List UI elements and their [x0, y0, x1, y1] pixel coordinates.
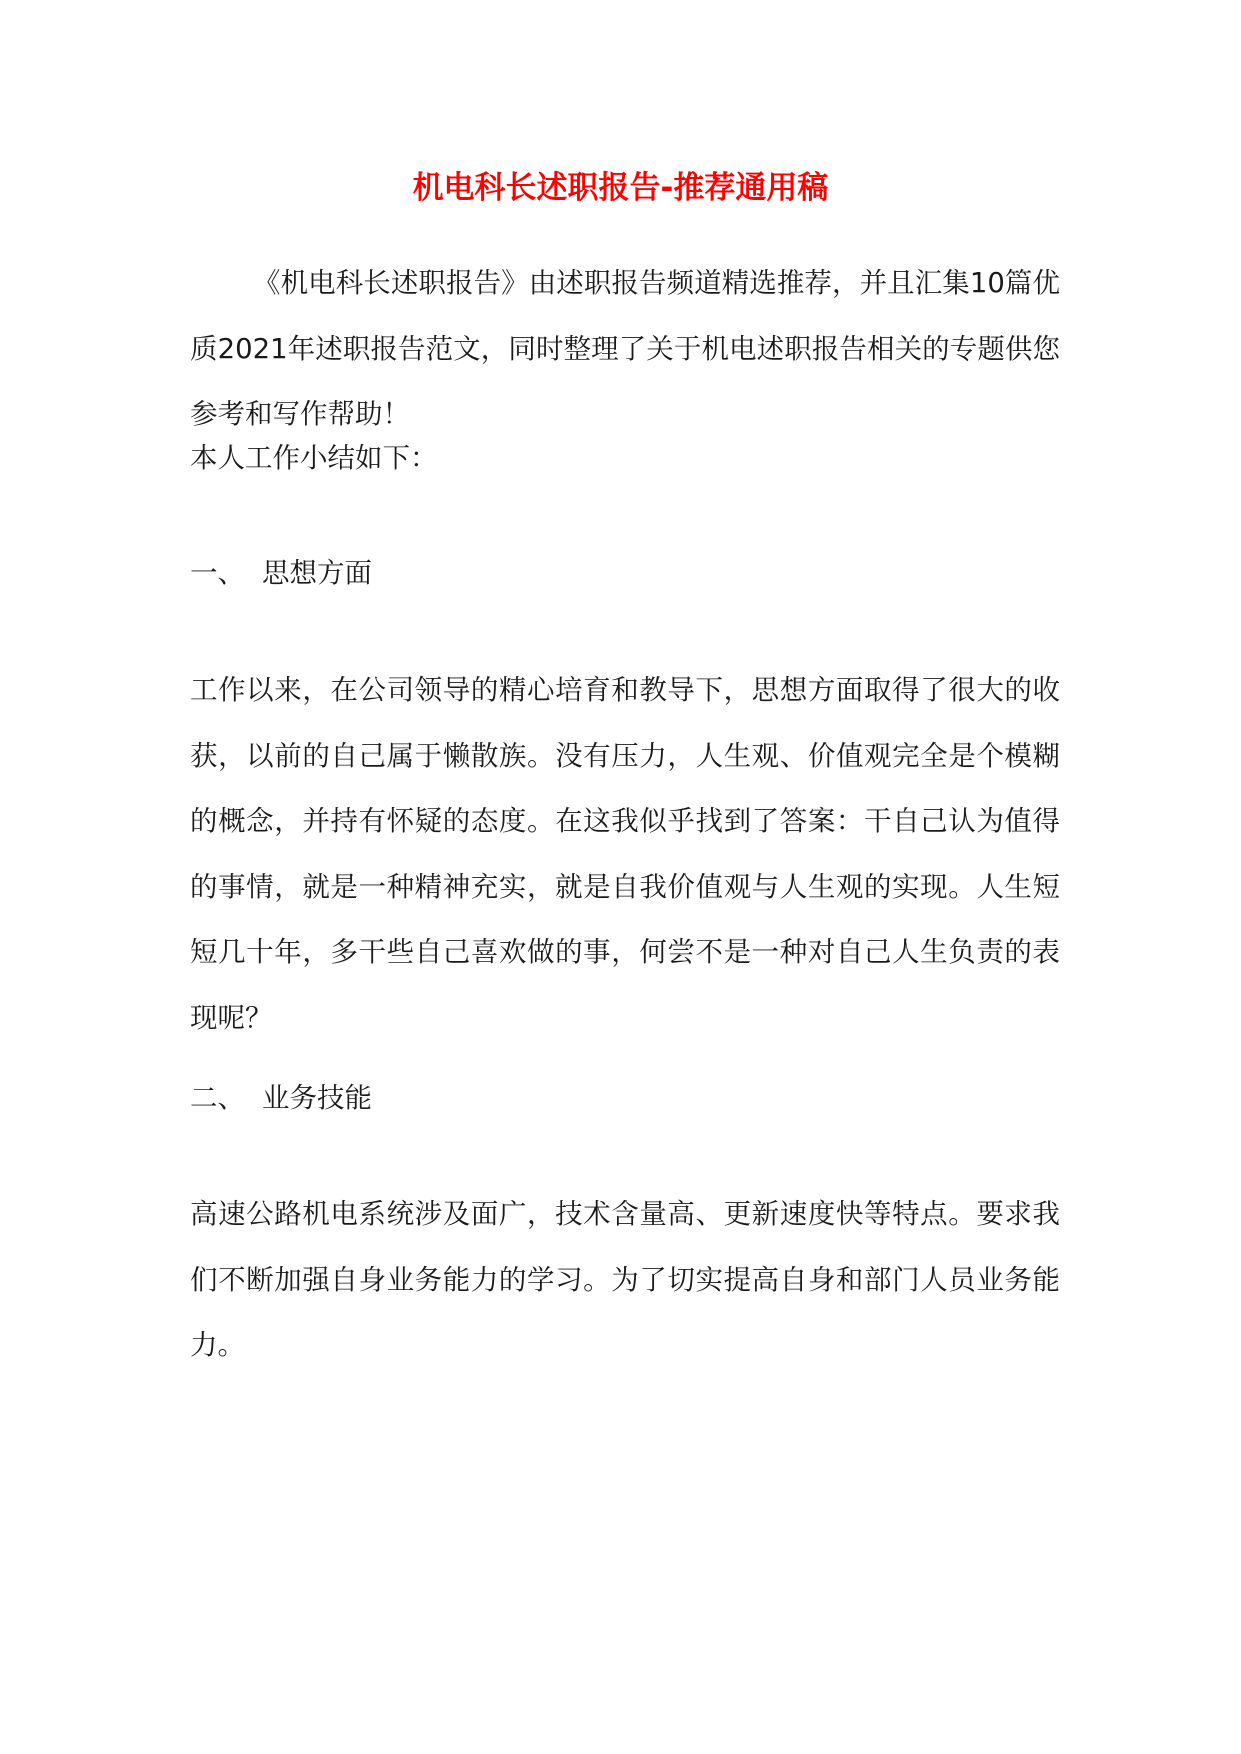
intro-paragraph: 《机电科长述职报告》由述职报告频道精选推荐，并且汇集10篇优质2021年述职报告范文，同时整理了关于机电述职报告相关的专题供您参考和写作帮助！: [190, 267, 1060, 430]
section-body-1: 工作以来，在公司领导的精心培育和教导下，思想方面取得了很大的收获，以前的自己属于懒散族。没有压力，人生观、价值观完全是个模糊的概念，并持有怀疑的态度。在这我似乎找到了答案：干自己认为值得的事情，就是一种精神充实，就是自我价值观与人生观的实现。人生短短几十年，多干些自己喜欢做的事，何尝不是一种对自己人生负责的表现呢？: [190, 674, 1060, 1034]
section-title: 思想方面: [262, 557, 372, 589]
section-title: 业务技能: [262, 1082, 372, 1114]
section-heading-2: [190, 1066, 1060, 1132]
document-title: 机电科长述职报告-推荐通用稿: [412, 170, 829, 206]
section-heading-1: [190, 541, 1060, 607]
summary-line: 本人工作小结如下：: [190, 442, 438, 474]
section-number: 二、: [190, 1082, 245, 1114]
section-body-2: 高速公路机电系统涉及面广，技术含量高、更新速度快等特点。要求我们不断加强自身业务能力的学习。为了切实提高自身和部门人员业务能力。: [190, 1198, 1060, 1361]
section-number: 一、: [190, 557, 245, 589]
